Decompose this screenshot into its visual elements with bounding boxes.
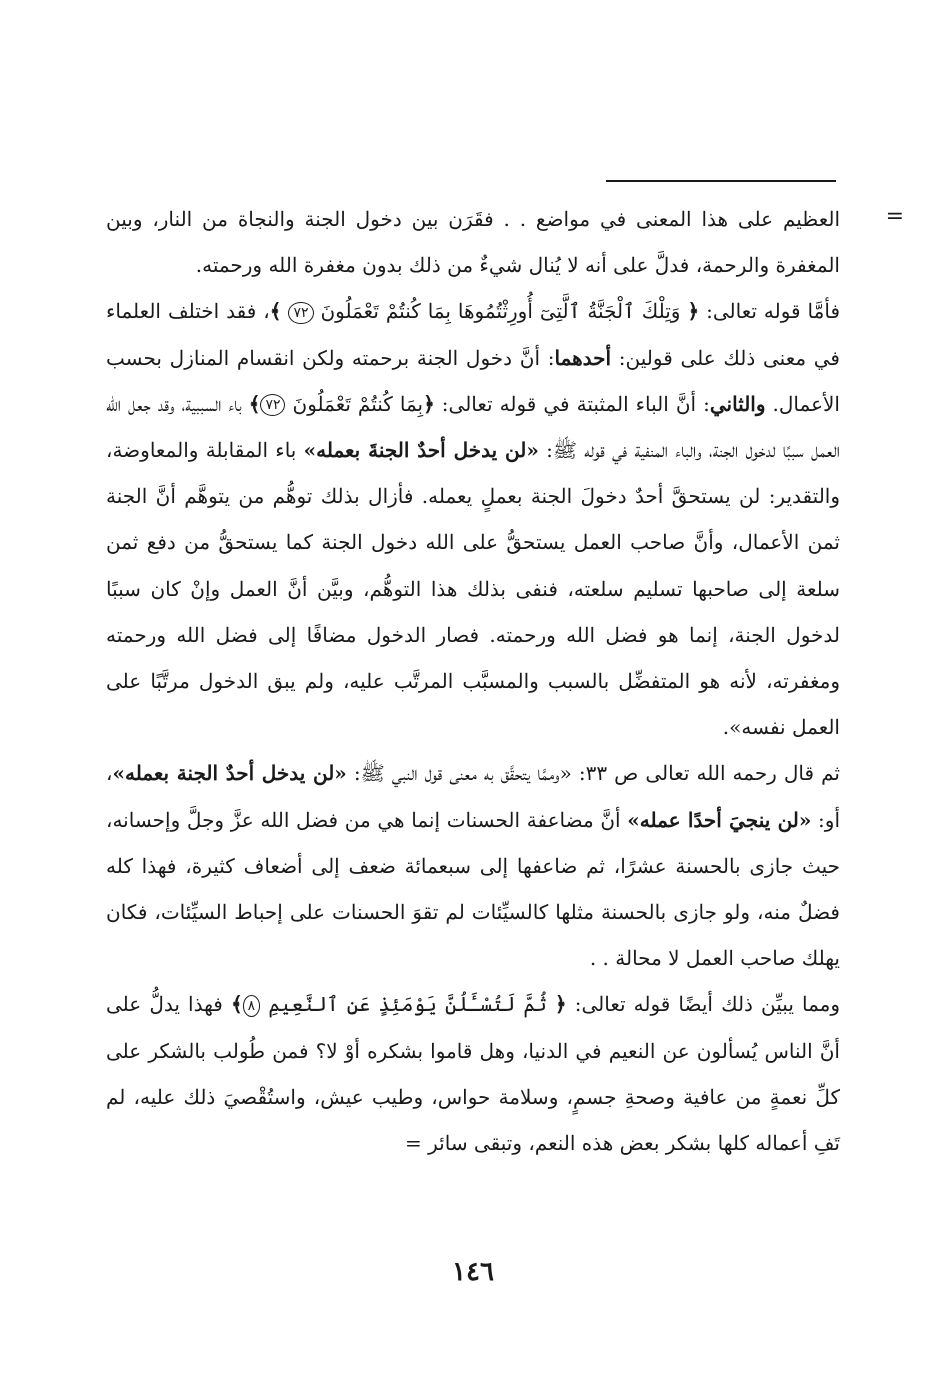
p2-text-a: ، فقد اختلف العلماء في معنى ذلك على قولين:: [106, 299, 840, 370]
ayah-number-badge: ٧٢: [260, 394, 285, 416]
ornate-bracket-close-icon: ﴾: [248, 391, 261, 416]
second-opinion-label: والثاني: [709, 391, 766, 416]
first-opinion-label: أحدهما: [554, 345, 612, 370]
footnote-paragraph-1: العظيم على هذا المعنى في مواضع . . فقَرَن بين دخول الجنة والنجاة من النار، وبين المغفرة والرحمة، فدلَّ على أنه لا يُنال شيءٌ من ذلك بدون مغفرة الله ورحمته.: [106, 207, 841, 278]
hadith-quote: «لن ينجيَ أحدًا عمله»: [627, 807, 812, 832]
p3-text-b: ، أو:: [106, 761, 841, 832]
ornate-bracket-close-icon: ﴾: [269, 299, 282, 324]
ayah-number-badge: ٨: [243, 995, 261, 1017]
hadith-quote: «لن يدخل أحدٌ الجنة بعمله»: [112, 761, 347, 786]
ornate-bracket-close-icon: ﴾: [230, 992, 243, 1017]
p3-text-c: أنَّ مضاعفة الحسنات إنما هي من فضل الله عزَّ وجلَّ وإحسانه، حيث جازى بالحسنة عشرًا، ثم ضاعفها إلى سبعمائة ضعف إلى أضعاف كثيرة، فهذا كله فضلٌ منه، ولو جازى بالحسنة مثلها كالسيِّئات لم تقوَ الحسنات على إحباط السيِّئات، فكان يهلك صاحب العمل لا محالة . .: [106, 807, 840, 971]
quran-verse: ثُمَّ لَتُسْـَٔلُنَّ يَوْمَئِذٍ عَنِ ٱلنَّعِيمِ: [268, 992, 547, 1017]
p2-text-d: باء السببية، وقد جعل الله العمل سببًا لدخول الجنة، والباء المنفية في قوله ﷺ:: [106, 391, 840, 463]
p2-text-c: : أنَّ الباء المثبتة في قوله تعالى:: [434, 391, 710, 416]
p2-text-e: باء المقابلة والمعاوضة، والتقدير: لن يستحقَّ أحدٌ دخولَ الجنة بعملٍ يعمله. فأزال بذلك توهُّم من يتوهَّم أنَّ الجنة ثمن الأعمال، وأنَّ صاحب العمل يستحقُّ على الله دخول الجنة كما يستحقُّ من دفع ثمن سلعة إلى صاحبها تسليم سلعته، فنفى بذلك هذا التوهُّم، وبيَّن أنَّ العمل وإنْ كان سببًا لدخول الجنة، إنما هو فضل الله ورحمته. فصار الدخول مضافًا إلى فضل الله ورحمته ومغفرته، لأنه هو المتفضِّل بالسبب والمسبَّب المرتَّب عليه، ولم يبق الدخول مرتَّبًا على العمل نفسه».: [106, 438, 841, 740]
quran-verse: بِمَا كُنتُمْ تَعْمَلُونَ: [292, 391, 424, 416]
p2-intro-text: فأمَّا قوله تعالى:: [699, 299, 841, 324]
ornate-bracket-open-icon: ﴿: [423, 391, 435, 416]
footnote-paragraph-3: [106, 750, 840, 981]
ornate-bracket-open-icon: ﴿: [687, 299, 700, 324]
hadith-quote: «لن يدخل أحدٌ الجنةَ بعمله»: [303, 438, 539, 463]
footnote-separator-line: [606, 180, 836, 182]
footnote-continuation-mark: =: [885, 204, 904, 229]
quran-verse: وَتِلْكَ ٱلْجَنَّةُ ٱلَّتِىٓ أُورِثْتُمُوهَا بِمَا كُنتُمْ تَعْمَلُونَ: [320, 299, 681, 324]
p4-text-b: فهذا يدلُّ على أنَّ الناس يُسألون عن النعيم في الدنيا، وهل قاموا بشكره أوْ لا؟ فمن طُولب بالشكر على كلِّ نعمةٍ من عافية وصحةِ جسمٍ، وسلامة حواس، وطيب عيش، واستُقْصيَ ذلك عليه، لم تَفِ أعماله كلها بشكر بعض هذه النعم، وتبقى سائر: [106, 992, 840, 1156]
footnote-paragraph-4: [106, 981, 840, 1166]
continuation-mark-end: =: [405, 1131, 422, 1156]
page-number: ١٤٦: [452, 1257, 494, 1287]
ornate-bracket-open-icon: ﴿: [554, 992, 567, 1017]
p4-text-a: ومما يبيِّن ذلك أيضًا قوله تعالى:: [566, 992, 841, 1017]
footnote-block: [106, 196, 840, 1166]
ayah-number-badge: ٧٢: [288, 302, 313, 324]
footnote-paragraph-2: [106, 288, 840, 750]
p2-text-b: : أنَّ دخول الجنة برحمته ولكن انقسام المنازل بحسب الأعمال.: [106, 345, 840, 416]
p3-text-a: ثم قال رحمه الله تعالى ص ٣٣: «وممَّا يتحقَّق به معنى قول النبي ﷺ:: [346, 761, 840, 786]
